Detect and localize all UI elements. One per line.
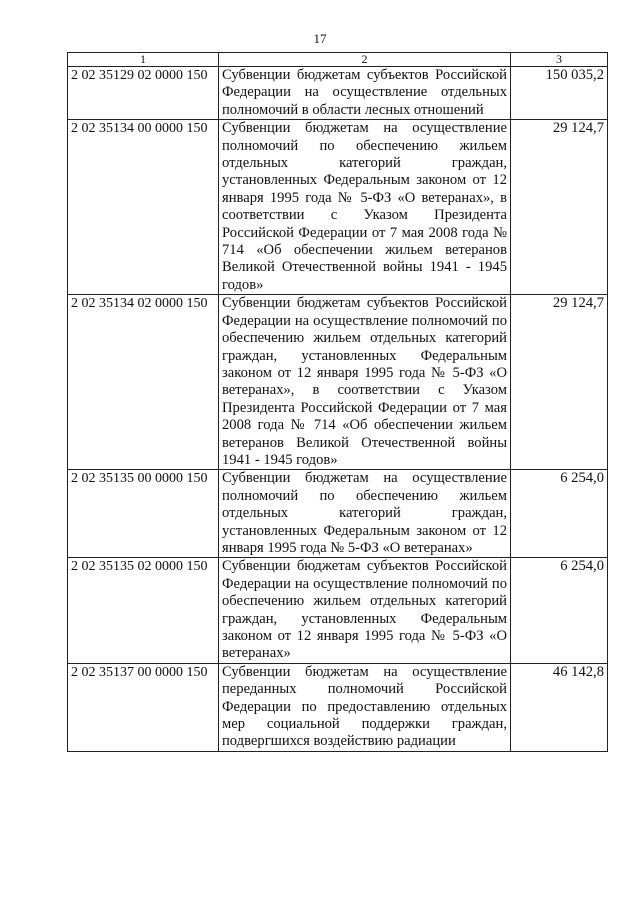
revenue-amount-cell: 29 124,7	[511, 295, 608, 470]
revenue-amount-cell: 6 254,0	[511, 558, 608, 663]
revenue-code-cell: 2 02 35135 00 0000 150	[68, 470, 219, 558]
column-header-1: 1	[68, 53, 219, 67]
revenue-description-cell: Субвенции бюджетам на осуществление полномочий по обеспечению жильем отдельных категорий граждан, установленных Федеральным законом от 12 января 1995 года № 5-ФЗ «О ветеранах», в соответствии с Указом Президента Российской Федерации от 7 мая 2008 года № 714 «Об обеспечении жильем ветеранов Великой Отечественной войны 1941 - 1945 годов»	[219, 120, 511, 295]
column-header-2: 2	[219, 53, 511, 67]
revenue-code-cell: 2 02 35129 02 0000 150	[68, 67, 219, 120]
revenue-description-cell: Субвенции бюджетам субъектов Российской Федерации на осуществление полномочий по обеспечению жильем отдельных категорий граждан, установленных Федеральным законом от 12 января 1995 года № 5-ФЗ «О ветеранах», в соответствии с Указом Президента Российской Федерации от 7 мая 2008 года № 714 «Об обеспечении жильем ветеранов Великой Отечественной войны 1941 - 1945 годов»	[219, 295, 511, 470]
revenue-code-cell: 2 02 35137 00 0000 150	[68, 663, 219, 751]
revenue-description-cell: Субвенции бюджетам субъектов Российской Федерации на осуществление отдельных полномочий в области лесных отношений	[219, 67, 511, 120]
table-header-row	[68, 53, 608, 67]
revenue-amount-cell: 150 035,2	[511, 67, 608, 120]
table-row	[68, 663, 608, 751]
budget-revenue-table	[67, 52, 608, 752]
table-row	[68, 67, 608, 120]
revenue-description-cell: Субвенции бюджетам на осуществление переданных полномочий Российской Федерации по предоставлению отдельных мер социальной поддержки граждан, подвергшихся воздействию радиации	[219, 663, 511, 751]
table-row	[68, 295, 608, 470]
revenue-amount-cell: 46 142,8	[511, 663, 608, 751]
table-row	[68, 558, 608, 663]
column-header-3: 3	[511, 53, 608, 67]
page-number: 17	[313, 31, 327, 46]
table-row	[68, 470, 608, 558]
revenue-amount-cell: 29 124,7	[511, 120, 608, 295]
revenue-description-cell: Субвенции бюджетам субъектов Российской Федерации на осуществление полномочий по обеспечению жильем отдельных категорий граждан, установленных Федеральным законом от 12 января 1995 года № 5-ФЗ «О ветеранах»	[219, 558, 511, 663]
revenue-amount-cell: 6 254,0	[511, 470, 608, 558]
revenue-code-cell: 2 02 35134 00 0000 150	[68, 120, 219, 295]
revenue-code-cell: 2 02 35134 02 0000 150	[68, 295, 219, 470]
table-row	[68, 120, 608, 295]
revenue-description-cell: Субвенции бюджетам на осуществление полномочий по обеспечению жильем отдельных категорий граждан, установленных Федеральным законом от 12 января 1995 года № 5-ФЗ «О ветеранах»	[219, 470, 511, 558]
revenue-code-cell: 2 02 35135 02 0000 150	[68, 558, 219, 663]
